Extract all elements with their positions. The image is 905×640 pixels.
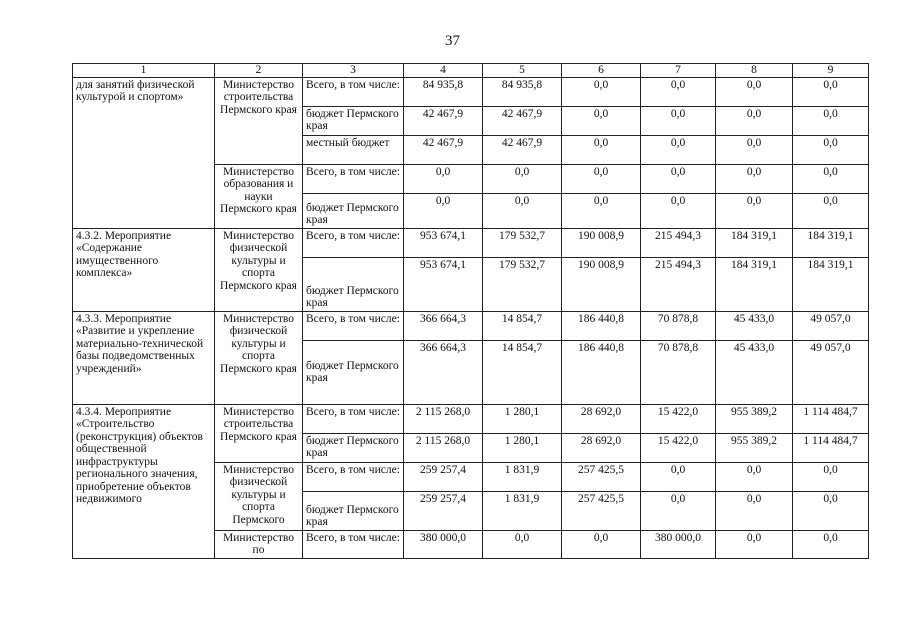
source-cell: Всего, в том числе: bbox=[303, 164, 404, 193]
value-cell: 0,0 bbox=[716, 193, 793, 228]
source-cell: бюджет Пермского края bbox=[303, 193, 404, 228]
value-cell: 1 831,9 bbox=[483, 491, 562, 530]
value-cell: 42 467,9 bbox=[483, 106, 562, 135]
executor-cell: Министерство физической культуры и спорта Пермского bbox=[215, 462, 303, 530]
source-cell: бюджет Пермского края bbox=[303, 491, 404, 530]
value-cell: 0,0 bbox=[562, 135, 641, 164]
value-cell: 1 280,1 bbox=[483, 404, 562, 433]
value-cell: 84 935,8 bbox=[483, 77, 562, 106]
value-cell: 257 425,5 bbox=[562, 462, 641, 491]
value-cell: 45 433,0 bbox=[716, 311, 793, 340]
header-col-7: 7 bbox=[641, 64, 716, 78]
header-col-3: 3 bbox=[303, 64, 404, 78]
value-cell: 14 854,7 bbox=[483, 340, 562, 404]
value-cell: 257 425,5 bbox=[562, 491, 641, 530]
value-cell: 0,0 bbox=[404, 164, 483, 193]
table-row bbox=[73, 228, 869, 257]
value-cell: 0,0 bbox=[716, 462, 793, 491]
value-cell: 0,0 bbox=[716, 77, 793, 106]
value-cell: 1 280,1 bbox=[483, 433, 562, 462]
value-cell: 0,0 bbox=[716, 164, 793, 193]
header-col-2: 2 bbox=[215, 64, 303, 78]
source-cell: бюджет Пермского края bbox=[303, 106, 404, 135]
executor-cell: Министерство строительства Пермского края bbox=[215, 404, 303, 462]
value-cell: 0,0 bbox=[641, 491, 716, 530]
value-cell: 0,0 bbox=[483, 193, 562, 228]
value-cell: 0,0 bbox=[641, 106, 716, 135]
value-cell: 28 692,0 bbox=[562, 433, 641, 462]
value-cell: 179 532,7 bbox=[483, 257, 562, 311]
value-cell: 28 692,0 bbox=[562, 404, 641, 433]
table-row bbox=[73, 77, 869, 106]
page-number: 37 bbox=[445, 33, 460, 49]
value-cell: 0,0 bbox=[641, 193, 716, 228]
value-cell: 184 319,1 bbox=[716, 228, 793, 257]
value-cell: 0,0 bbox=[793, 530, 869, 558]
source-cell: бюджет Пермского края bbox=[303, 340, 404, 404]
activity-cell: 4.3.4. Мероприятие «Строительство (реконструкция) объектов общественной инфраструктуры регионального значения, приобретение объектов недвижимого bbox=[73, 404, 215, 558]
value-cell: 0,0 bbox=[793, 77, 869, 106]
value-cell: 184 319,1 bbox=[793, 228, 869, 257]
value-cell: 45 433,0 bbox=[716, 340, 793, 404]
value-cell: 215 494,3 bbox=[641, 257, 716, 311]
value-cell: 2 115 268,0 bbox=[404, 433, 483, 462]
source-cell: Всего, в том числе: bbox=[303, 530, 404, 558]
value-cell: 186 440,8 bbox=[562, 311, 641, 340]
header-col-8: 8 bbox=[716, 64, 793, 78]
value-cell: 186 440,8 bbox=[562, 340, 641, 404]
header-col-6: 6 bbox=[562, 64, 641, 78]
activity-cell: 4.3.3. Мероприятие «Развитие и укрепление материально-технической базы подведомственных учреждений» bbox=[73, 311, 215, 404]
value-cell: 0,0 bbox=[483, 530, 562, 558]
value-cell: 0,0 bbox=[483, 164, 562, 193]
value-cell: 380 000,0 bbox=[641, 530, 716, 558]
source-cell: Всего, в том числе: bbox=[303, 228, 404, 257]
value-cell: 0,0 bbox=[641, 462, 716, 491]
value-cell: 380 000,0 bbox=[404, 530, 483, 558]
executor-cell: Министерство строительства Пермского края bbox=[215, 77, 303, 164]
budget-table bbox=[72, 63, 869, 559]
source-cell: Всего, в том числе: bbox=[303, 462, 404, 491]
source-cell: бюджет Пермского края bbox=[303, 433, 404, 462]
activity-cell: для занятий физической культурой и спортом» bbox=[73, 77, 215, 228]
activity-cell: 4.3.2. Мероприятие «Содержание имущественного комплекса» bbox=[73, 228, 215, 311]
value-cell: 0,0 bbox=[562, 77, 641, 106]
value-cell: 14 854,7 bbox=[483, 311, 562, 340]
value-cell: 215 494,3 bbox=[641, 228, 716, 257]
value-cell: 42 467,9 bbox=[404, 106, 483, 135]
header-col-5: 5 bbox=[483, 64, 562, 78]
value-cell: 184 319,1 bbox=[716, 257, 793, 311]
value-cell: 366 664,3 bbox=[404, 340, 483, 404]
value-cell: 953 674,1 bbox=[404, 257, 483, 311]
value-cell: 42 467,9 bbox=[404, 135, 483, 164]
value-cell: 0,0 bbox=[562, 193, 641, 228]
source-cell: Всего, в том числе: bbox=[303, 404, 404, 433]
executor-cell: Министерство физической культуры и спорта Пермского края bbox=[215, 228, 303, 311]
value-cell: 2 115 268,0 bbox=[404, 404, 483, 433]
value-cell: 1 831,9 bbox=[483, 462, 562, 491]
value-cell: 179 532,7 bbox=[483, 228, 562, 257]
value-cell: 0,0 bbox=[716, 135, 793, 164]
source-cell: Всего, в том числе: bbox=[303, 77, 404, 106]
value-cell: 15 422,0 bbox=[641, 404, 716, 433]
value-cell: 259 257,4 bbox=[404, 491, 483, 530]
value-cell: 366 664,3 bbox=[404, 311, 483, 340]
table-row bbox=[73, 404, 869, 433]
value-cell: 70 878,8 bbox=[641, 311, 716, 340]
value-cell: 190 008,9 bbox=[562, 257, 641, 311]
value-cell: 42 467,9 bbox=[483, 135, 562, 164]
value-cell: 84 935,8 bbox=[404, 77, 483, 106]
value-cell: 49 057,0 bbox=[793, 311, 869, 340]
table-row bbox=[73, 311, 869, 340]
executor-cell: Министерство физической культуры и спорта Пермского края bbox=[215, 311, 303, 404]
value-cell: 953 674,1 bbox=[404, 228, 483, 257]
value-cell: 0,0 bbox=[793, 462, 869, 491]
value-cell: 0,0 bbox=[562, 106, 641, 135]
source-cell: местный бюджет bbox=[303, 135, 404, 164]
value-cell: 0,0 bbox=[793, 164, 869, 193]
source-cell: бюджет Пермского края bbox=[303, 257, 404, 311]
value-cell: 955 389,2 bbox=[716, 404, 793, 433]
value-cell: 0,0 bbox=[562, 164, 641, 193]
value-cell: 0,0 bbox=[404, 193, 483, 228]
value-cell: 0,0 bbox=[793, 491, 869, 530]
value-cell: 70 878,8 bbox=[641, 340, 716, 404]
value-cell: 0,0 bbox=[793, 193, 869, 228]
value-cell: 259 257,4 bbox=[404, 462, 483, 491]
value-cell: 0,0 bbox=[641, 135, 716, 164]
value-cell: 0,0 bbox=[793, 106, 869, 135]
value-cell: 0,0 bbox=[716, 530, 793, 558]
header-row bbox=[73, 64, 869, 78]
value-cell: 0,0 bbox=[562, 530, 641, 558]
executor-cell: Министерство по bbox=[215, 530, 303, 558]
header-col-4: 4 bbox=[404, 64, 483, 78]
value-cell: 0,0 bbox=[793, 135, 869, 164]
header-col-9: 9 bbox=[793, 64, 869, 78]
value-cell: 0,0 bbox=[716, 106, 793, 135]
value-cell: 1 114 484,7 bbox=[793, 404, 869, 433]
value-cell: 955 389,2 bbox=[716, 433, 793, 462]
executor-cell: Министерство образования и науки Пермского края bbox=[215, 164, 303, 228]
value-cell: 1 114 484,7 bbox=[793, 433, 869, 462]
value-cell: 15 422,0 bbox=[641, 433, 716, 462]
value-cell: 190 008,9 bbox=[562, 228, 641, 257]
value-cell: 49 057,0 bbox=[793, 340, 869, 404]
value-cell: 0,0 bbox=[641, 164, 716, 193]
value-cell: 184 319,1 bbox=[793, 257, 869, 311]
source-cell: Всего, в том числе: bbox=[303, 311, 404, 340]
value-cell: 0,0 bbox=[641, 77, 716, 106]
header-col-1: 1 bbox=[73, 64, 215, 78]
value-cell: 0,0 bbox=[716, 491, 793, 530]
